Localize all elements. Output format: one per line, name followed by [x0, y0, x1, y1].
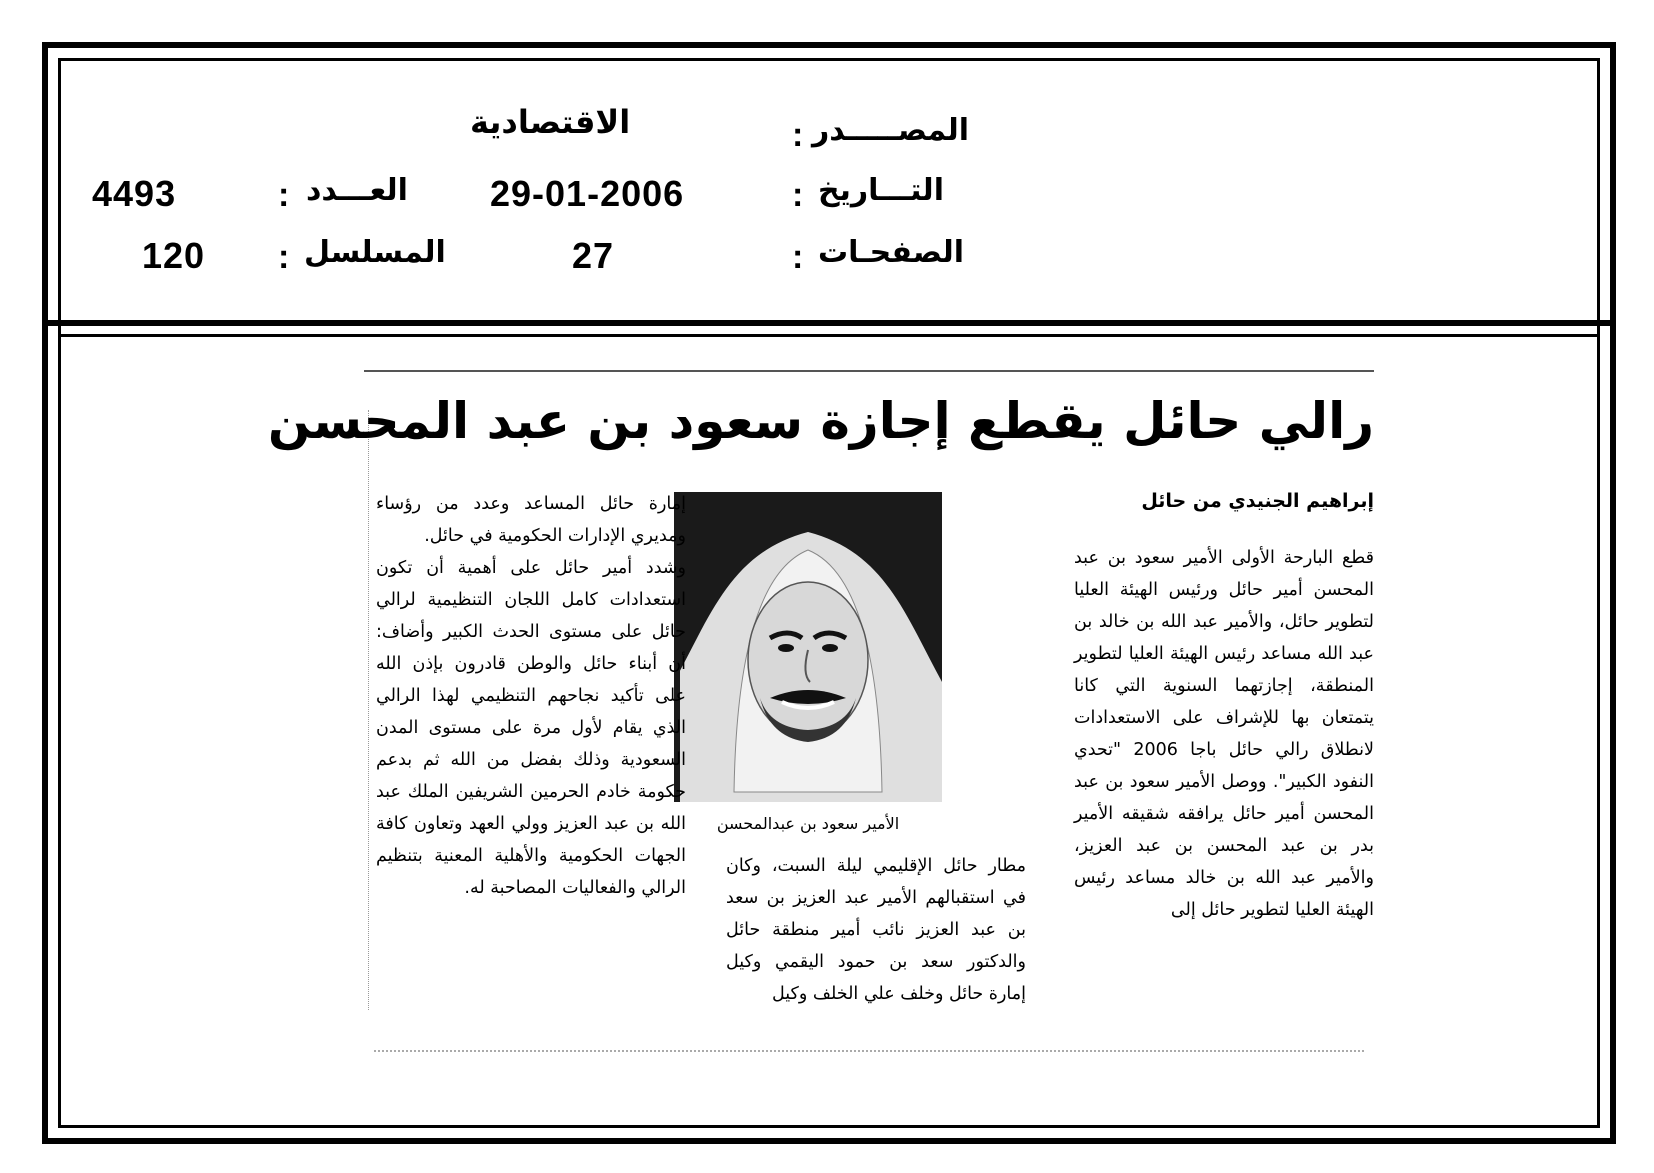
column-left-paragraph-2: وشدد أمير حائل على أهمية أن تكون استعدادات كامل اللجان التنظيمية لرالي حائل على مستوى الحدث الكبير وأضاف: أن أبناء حائل والوطن قادرون بإذن الله على تأكيد نجاحهم التنظيمي لهذا الرالي الذي يقام لأول مرة على مستوى المدن السعودية وذلك بفضل من الله ثم بدعم حكومة خادم الحرمين الشريفين الملك عبد الله بن عبد العزيز وولي العهد وتعاون كافة الجهات الحكومية والأهلية المعنية بتنظيم الرالي والفعاليات المصاحبة له.: [376, 558, 686, 898]
source-colon: :: [792, 116, 804, 154]
serial-colon: :: [278, 238, 290, 276]
source-value: الاقتصادية: [470, 103, 631, 141]
article-column-middle: [726, 850, 1026, 1010]
serial-value: 120: [142, 235, 206, 276]
header-divider: [42, 320, 1616, 326]
article-column-right: [1074, 542, 1374, 926]
issue-value: 4493: [92, 173, 177, 214]
column-left-paragraph-1: إمارة حائل المساعد وعدد من رؤساء ومديري الإدارات الحكومية في حائل.: [376, 494, 686, 546]
clipping-top-rule: [364, 370, 1374, 372]
prince-portrait-photo: [674, 492, 942, 802]
source-label: المصـــــدر: [812, 113, 970, 148]
photo-caption: الأمير سعود بن عبدالمحسن: [716, 814, 900, 833]
newspaper-clipping: [267, 370, 1374, 1060]
serial-label: المسلسل: [304, 235, 446, 270]
pages-colon: :: [792, 238, 804, 276]
issue-colon: :: [278, 176, 290, 214]
header-divider-inner: [58, 334, 1600, 337]
column-right-text: قطع البارحة الأولى الأمير سعود بن عبد المحسن أمير حائل ورئيس الهيئة العليا لتطوير حائل، والأمير عبد الله بن خالد بن عبد الله مساعد رئيس الهيئة العليا لتطوير المنطقة، إجازتهما السنوية التي كانا يتمتعان بها للإشراف على الاستعدادات لانطلاق رالي حائل باجا 2006 "تحدي النفود الكبير". ووصل الأمير سعود بن عبد المحسن أمير حائل يرافقه شقيقه الأمير بدر بن عبد المحسن بن عبد العزيز، والأمير عبد الله بن خالد مساعد رئيس الهيئة العليا لتطوير حائل إلى: [1074, 548, 1374, 920]
article-headline: رالي حائل يقطع إجازة سعود بن عبد المحسن: [267, 392, 1374, 450]
clipping-bottom-rule: [374, 1050, 1364, 1052]
issue-label: العـــدد: [306, 173, 408, 208]
article-byline: إبراهيم الجنيدي من حائل: [1141, 490, 1374, 512]
pages-value: 27: [572, 235, 615, 276]
date-colon: :: [792, 176, 804, 214]
pages-label: الصفحـات: [818, 235, 964, 270]
column-middle-text: مطار حائل الإقليمي ليلة السبت، وكان في استقبالهم الأمير عبد العزيز بن سعد بن عبد العزيز نائب أمير منطقة حائل والدكتور سعد بن حمود اليقمي وكيل إمارة حائل وخلف علي الخلف وكيل: [726, 856, 1026, 1004]
clipping-left-rule: [368, 410, 370, 1010]
date-label: التـــاريخ: [818, 173, 944, 208]
date-value: 29-01-2006: [490, 173, 685, 214]
article-column-left: [376, 488, 686, 904]
